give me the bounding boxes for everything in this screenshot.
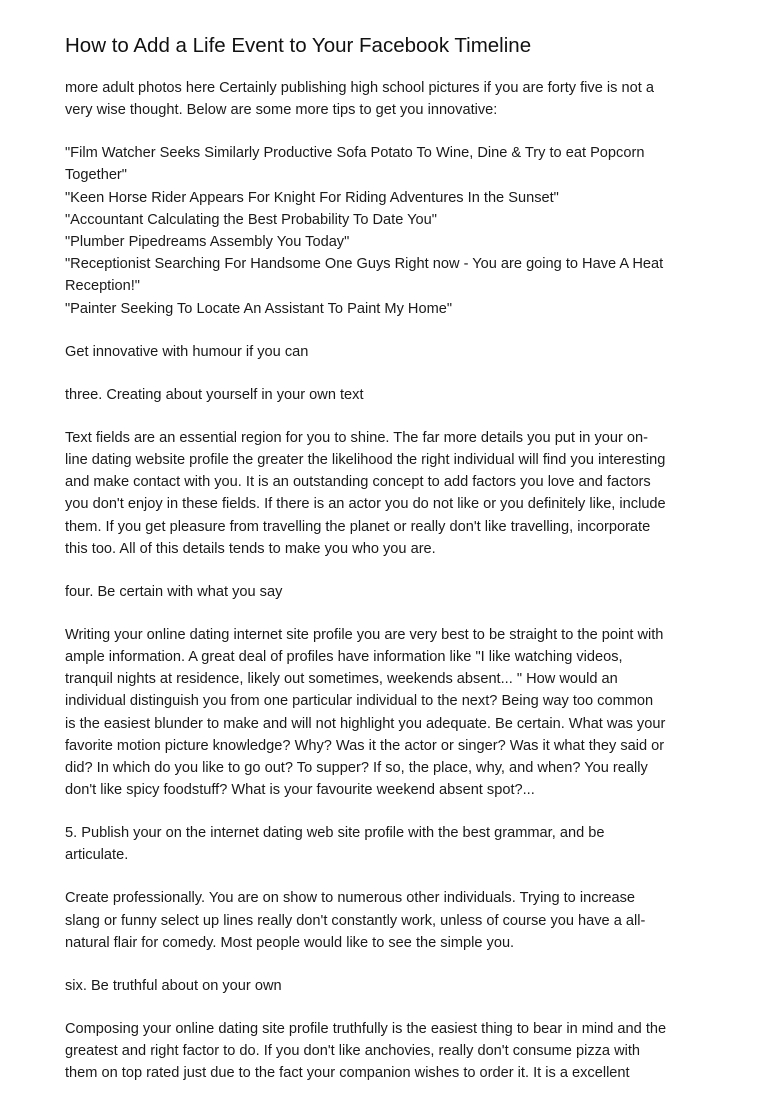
text-line: four. Be certain with what you say [65, 583, 283, 600]
text-line: "Plumber Pipedreams Assembly You Today" [65, 234, 350, 251]
text-line: Reception!" [65, 278, 140, 295]
paragraph [65, 887, 715, 954]
paragraph [65, 624, 715, 802]
text-line: "Painter Seeking To Locate An Assistant To Paint My Home" [65, 300, 453, 317]
text-line: don't like spicy foodstuff? What is your favourite weekend absent spot?... [65, 782, 535, 799]
text-line: and make contact with you. It is an outstanding concept to add factors you love and factors [65, 474, 651, 491]
text-line: did? In which do you like to go out? To supper? If so, the place, why, and when? You really [65, 760, 648, 777]
text-line: Get innovative with humour if you can [65, 343, 309, 360]
paragraph [65, 427, 715, 560]
paragraph [65, 384, 715, 406]
text-line: this too. All of this details tends to make you who you are. [65, 540, 436, 557]
text-line: them on top rated just due to the fact your companion wishes to order it. It is a excellent [65, 1065, 630, 1082]
paragraph [65, 341, 715, 363]
text-line: 5. Publish your on the internet dating web site profile with the best grammar, and be [65, 825, 605, 842]
text-line: Writing your online dating internet site profile you are very best to be straight to the point with [65, 626, 664, 643]
text-line: very wise thought. Below are some more tips to get you innovative: [65, 102, 498, 119]
document-page [65, 32, 715, 1105]
text-line: "Receptionist Searching For Handsome One Guys Right now - You are going to Have A Heat [65, 256, 664, 273]
text-line: Composing your online dating site profile truthfully is the easiest thing to bear in mind and the [65, 1020, 667, 1037]
text-line: Text fields are an essential region for you to shine. The far more details you put in your on- [65, 429, 648, 446]
text-line: line dating website profile the greater the likelihood the right individual will find you interesting [65, 452, 666, 469]
text-line: slang or funny select up lines really don't constantly work, unless of course you have a all- [65, 912, 646, 929]
text-line: favorite motion picture knowledge? Why? Was it the actor or singer? Was it what they said or [65, 737, 665, 754]
text-line: you don't enjoy in these fields. If there is an actor you do not like or you definitely like, include [65, 496, 666, 513]
document-body [65, 77, 715, 1084]
page-title: How to Add a Life Event to Your Facebook Timeline [65, 34, 532, 57]
text-line: tranquil nights at residence, likely out sometimes, weekends absent... " How would an [65, 671, 618, 688]
text-line: "Film Watcher Seeks Similarly Productive Sofa Potato To Wine, Dine & Try to eat Popcorn [65, 145, 645, 162]
paragraph [65, 77, 715, 121]
text-line: is the easiest blunder to make and will not highlight you adequate. Be certain. What was your [65, 715, 666, 732]
text-line: ample information. A great deal of profiles have information like "I like watching videos, [65, 649, 623, 666]
text-line: Together" [65, 167, 127, 184]
text-line: natural flair for comedy. Most people would like to see the simple you. [65, 934, 515, 951]
paragraph [65, 822, 715, 866]
text-line: Create professionally. You are on show to numerous other individuals. Trying to increase [65, 890, 636, 907]
text-line: "Keen Horse Rider Appears For Knight For Riding Adventures In the Sunset" [65, 189, 559, 206]
text-line: articulate. [65, 847, 129, 864]
paragraph [65, 581, 715, 603]
text-line: more adult photos here Certainly publishing high school pictures if you are forty five is not a [65, 80, 654, 96]
paragraph [65, 975, 715, 997]
text-line: them. If you get pleasure from travelling the planet or really don't like travelling, incorporate [65, 518, 651, 535]
text-line: individual distinguish you from one particular individual to the next? Being way too common [65, 693, 654, 710]
text-line: six. Be truthful about on your own [65, 977, 282, 994]
text-line: three. Creating about yourself in your own text [65, 386, 364, 403]
paragraph [65, 142, 715, 320]
text-line: "Accountant Calculating the Best Probability To Date You" [65, 211, 437, 228]
text-line: greatest and right factor to do. If you don't like anchovies, really don't consume pizza with [65, 1043, 641, 1060]
paragraph [65, 1018, 715, 1085]
